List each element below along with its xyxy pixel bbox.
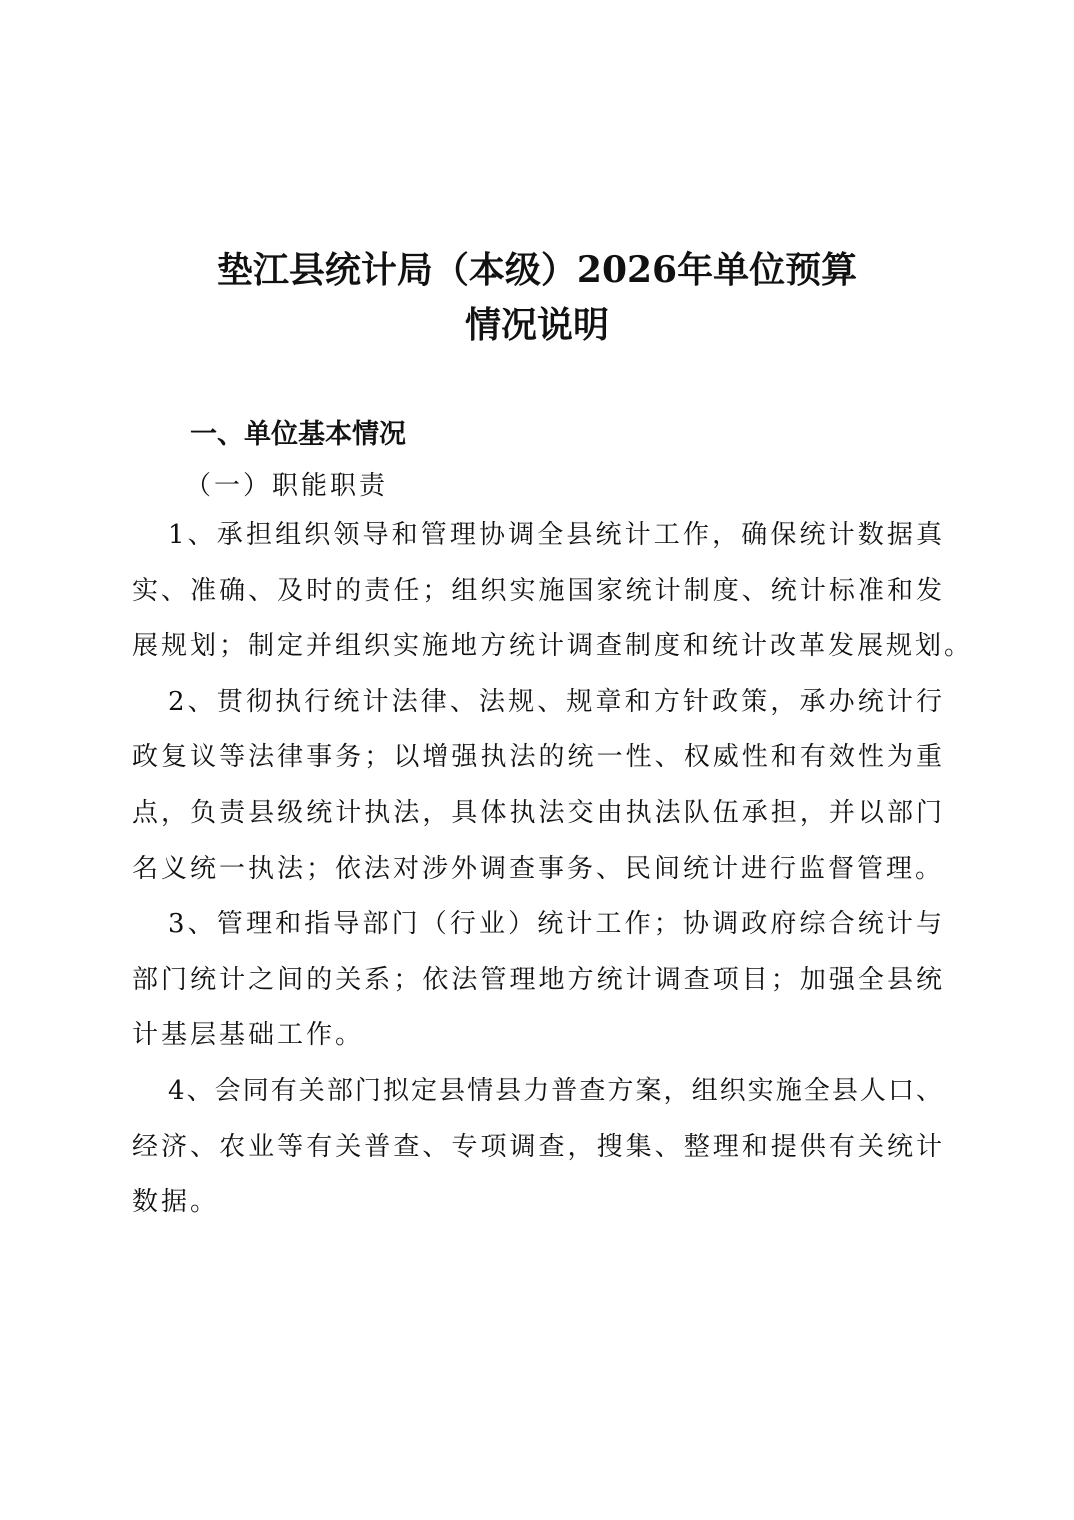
paragraph-line: 部门统计之间的关系；依法管理地方统计调查项目；加强全县统: [132, 964, 942, 995]
document-title-line1: 垫江县统计局（本级）2026年单位预算: [216, 249, 858, 291]
paragraph-line: 政复议等法律事务；以增强执法的统一性、权威性和有效性为重: [132, 742, 942, 773]
paragraph-line: 实、准确、及时的责任；组织实施国家统计制度、统计标准和发: [132, 575, 942, 606]
paragraph-line: 计基层基础工作。: [132, 1020, 365, 1051]
paragraph: [132, 515, 974, 682]
paragraph: [132, 904, 942, 1071]
paragraph-line: 3、管理和指导部门（行业）统计工作；协调政府综合统计与: [168, 909, 942, 940]
paragraph-line: 1、承担组织领导和管理协调全县统计工作，确保统计数据真: [168, 520, 942, 550]
section-heading: 一、单位基本情况: [190, 419, 406, 450]
subsection-heading: （一）职能职责: [185, 471, 389, 501]
paragraph-line: 2、贯彻执行统计法律、法规、规章和方针政策，承办统计行: [168, 686, 942, 717]
paragraph-line: 4、会同有关部门拟定县情县力普查方案，组织实施全县人口、: [168, 1075, 942, 1106]
paragraph-line: 经济、农业等有关普查、专项调查，搜集、整理和提供有关统计: [132, 1131, 942, 1162]
paragraph-line: 点，负责县级统计执法，具体执法交由执法队伍承担，并以部门: [132, 797, 942, 828]
paragraph: [132, 1071, 942, 1238]
paragraph-line: 数据。: [132, 1187, 220, 1218]
paragraph-line: 展规划；制定并组织实施地方统计调查制度和统计改革发展规划。: [132, 631, 974, 662]
paragraph-line: 名义统一执法；依法对涉外调查事务、民间统计进行监督管理。: [132, 853, 945, 884]
paragraph: [132, 682, 945, 904]
document-body: [132, 515, 974, 1238]
document-title-line2: 情况说明: [464, 304, 609, 346]
